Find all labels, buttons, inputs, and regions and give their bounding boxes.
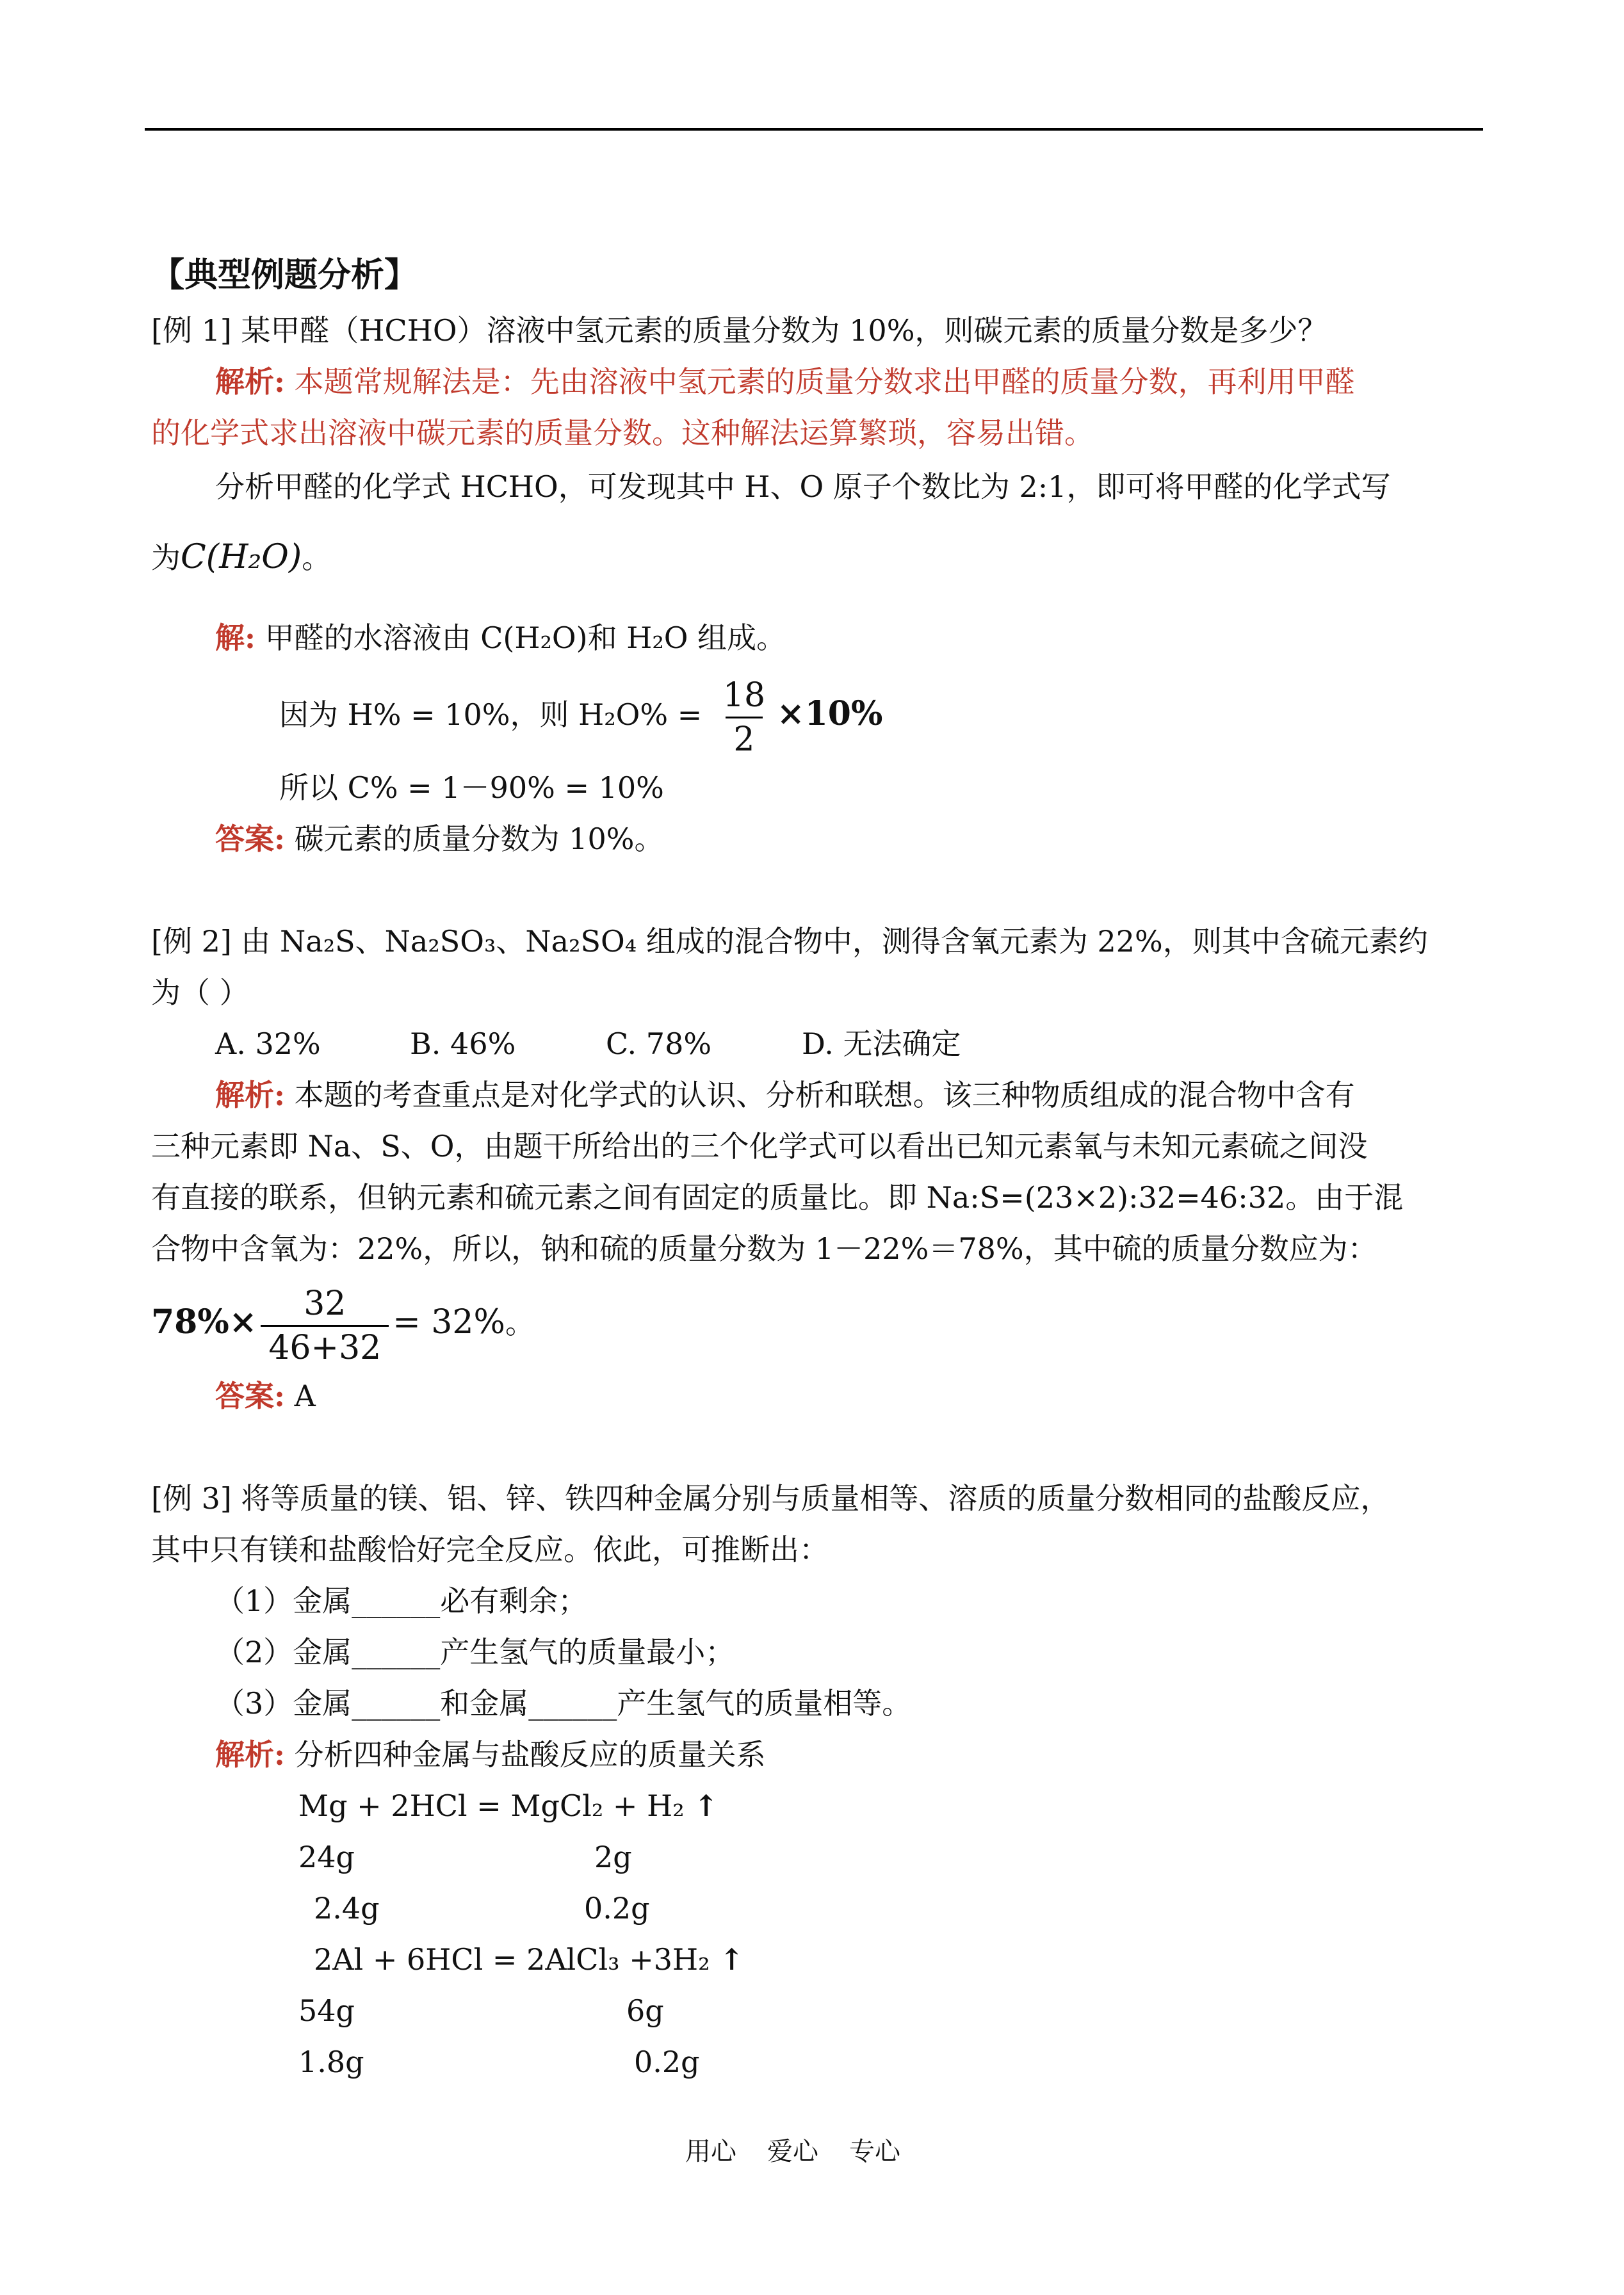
ex3-item3: （3）金属______和金属______产生氢气的质量相等。: [215, 1686, 912, 1721]
ex3-question-line1: [例 3] 将等质量的镁、铝、锌、铁四种金属分别与质量相等、溶质的质量分数相同的盐酸反应，: [151, 1481, 1390, 1516]
ex2-answer: [215, 1377, 316, 1415]
ex1-frac-den: 2: [726, 717, 762, 761]
ex2-question-line1: [例 2] 由 Na₂S、Na₂SO₃、Na₂SO₄ 组成的混合物中，测得含氧元素为 22%，则其中含硫元素约: [151, 924, 1428, 959]
up-arrow-icon: ↑: [694, 1788, 719, 1823]
ex3-eq1-row1-right: 2g: [594, 1840, 632, 1874]
ex1-para-suffix: 。: [302, 540, 332, 575]
footer-item-1: 用心: [685, 2137, 736, 2166]
ex2-question-line2: 为（ ）: [151, 975, 249, 1010]
ex2-answer-text: A: [294, 1379, 316, 1413]
ex2-calc-suffix: = 32%: [393, 1303, 505, 1342]
ex2-option-b: B. 46%: [410, 1026, 516, 1061]
ex1-frac-tail: ×10%: [777, 694, 883, 733]
ex1-para-line1: 分析甲醛的化学式 HCHO，可发现其中 H、O 原子个数比为 2:1，即可将甲醛的化学式写: [215, 469, 1391, 504]
ex2-analysis-line4: 合物中含氧为：22%，所以，钠和硫的质量分数为 1－22%＝78%，其中硫的质量分数应为：: [151, 1231, 1377, 1266]
ex2-calc-end: 。: [505, 1306, 535, 1340]
ex3-eq2-row1-right: 6g: [626, 1993, 664, 2028]
ex1-analysis-line1: [215, 362, 1355, 401]
ex2-analysis-line2: 三种元素即 Na、S、O，由题干所给出的三个化学式可以看出已知元素氧与未知元素硫之间没: [151, 1129, 1368, 1164]
ex1-answer-label: 答案:: [215, 822, 285, 856]
ex3-item2: （2）金属______产生氢气的质量最小；: [215, 1635, 735, 1669]
ex2-analysis-line1: [215, 1076, 1355, 1114]
ex2-option-c: C. 78%: [606, 1026, 712, 1061]
ex3-analysis: [215, 1735, 766, 1774]
ex3-eq2-text: 2Al + 6HCl = 2AlCl₃ +3H₂: [314, 1942, 710, 1977]
ex1-so-line: 所以 C% = 1－90% = 10%: [279, 770, 664, 805]
ex3-eq1-row1-left: 24g: [298, 1840, 355, 1874]
ex1-frac-num: 18: [722, 676, 766, 715]
ex1-because-text: 因为 H% = 10%，则 H₂O% =: [279, 697, 711, 732]
up-arrow-icon: ↑: [719, 1942, 744, 1977]
ex2-answer-label: 答案:: [215, 1379, 285, 1413]
ex1-para-prefix: 为: [151, 540, 181, 575]
ex2-fraction: [261, 1283, 389, 1369]
ex2-analysis-label: 解析:: [215, 1078, 285, 1112]
ex3-eq2: [314, 1940, 744, 1979]
ex1-solution-label: 解:: [215, 620, 256, 655]
ex2-calc-prefix: 78%×: [151, 1302, 257, 1342]
ex1-analysis-text1: 本题常规解法是：先由溶液中氢元素的质量分数求出甲醛的质量分数，再利用甲醛: [284, 364, 1355, 399]
footer-item-3: 专心: [849, 2137, 900, 2166]
footer: [685, 2132, 900, 2171]
ex1-solution-text: 甲醛的水溶液由 C(H₂O)和 H₂O 组成。: [264, 620, 786, 655]
ex3-eq1-text: Mg + 2HCl = MgCl₂ + H₂: [298, 1788, 685, 1823]
ex2-frac-num: 32: [304, 1284, 346, 1323]
ex1-fraction: [715, 674, 773, 761]
ex3-analysis-label: 解析:: [215, 1737, 285, 1772]
ex3-question-line2: 其中只有镁和盐酸恰好完全反应。依此，可推断出：: [151, 1532, 829, 1567]
ex2-option-a: A. 32%: [215, 1026, 321, 1061]
ex2-option-d: D. 无法确定: [802, 1026, 961, 1061]
ex1-answer-text: 碳元素的质量分数为 10%。: [294, 822, 664, 856]
ex3-eq2-row1-left: 54g: [298, 1993, 355, 2028]
ex3-eq1-row2-left: 2.4g: [314, 1891, 380, 1926]
ex1-solution: [215, 619, 786, 657]
ex2-calc-line: [151, 1274, 535, 1371]
ex3-eq2-row2-right: 0.2g: [634, 2045, 700, 2079]
ex1-formula: C(H₂O): [181, 538, 302, 576]
ex1-answer: [215, 820, 663, 858]
section-title: 【典型例题分析】: [151, 255, 418, 295]
ex3-analysis-text: 分析四种金属与盐酸反应的质量关系: [294, 1737, 766, 1772]
ex1-analysis-label: 解析:: [215, 364, 285, 399]
ex2-frac-den: 46+32: [261, 1325, 389, 1369]
ex3-eq1-row2-right: 0.2g: [584, 1891, 650, 1926]
ex2-analysis-line3: 有直接的联系，但钠元素和硫元素之间有固定的质量比。即 Na:S=(23×2):32=46:32。由于混: [151, 1180, 1404, 1215]
footer-item-2: 爱心: [767, 2137, 818, 2166]
ex3-eq2-row2-left: 1.8g: [298, 2045, 364, 2079]
ex1-question: [例 1] 某甲醛（HCHO）溶液中氢元素的质量分数为 10%，则碳元素的质量分数是多少？: [151, 313, 1328, 348]
header-rule: [145, 128, 1483, 131]
ex1-analysis-line2: 的化学式求出溶液中碳元素的质量分数。这种解法运算繁琐，容易出错。: [151, 416, 1094, 450]
ex3-item1: （1）金属______必有剩余；: [215, 1584, 588, 1618]
ex1-para-line2: [151, 538, 331, 577]
ex1-because-line: [279, 666, 882, 763]
ex2-analysis-text1: 本题的考查重点是对化学式的认识、分析和联想。该三种物质组成的混合物中含有: [284, 1078, 1355, 1112]
ex3-eq1: [298, 1787, 719, 1825]
